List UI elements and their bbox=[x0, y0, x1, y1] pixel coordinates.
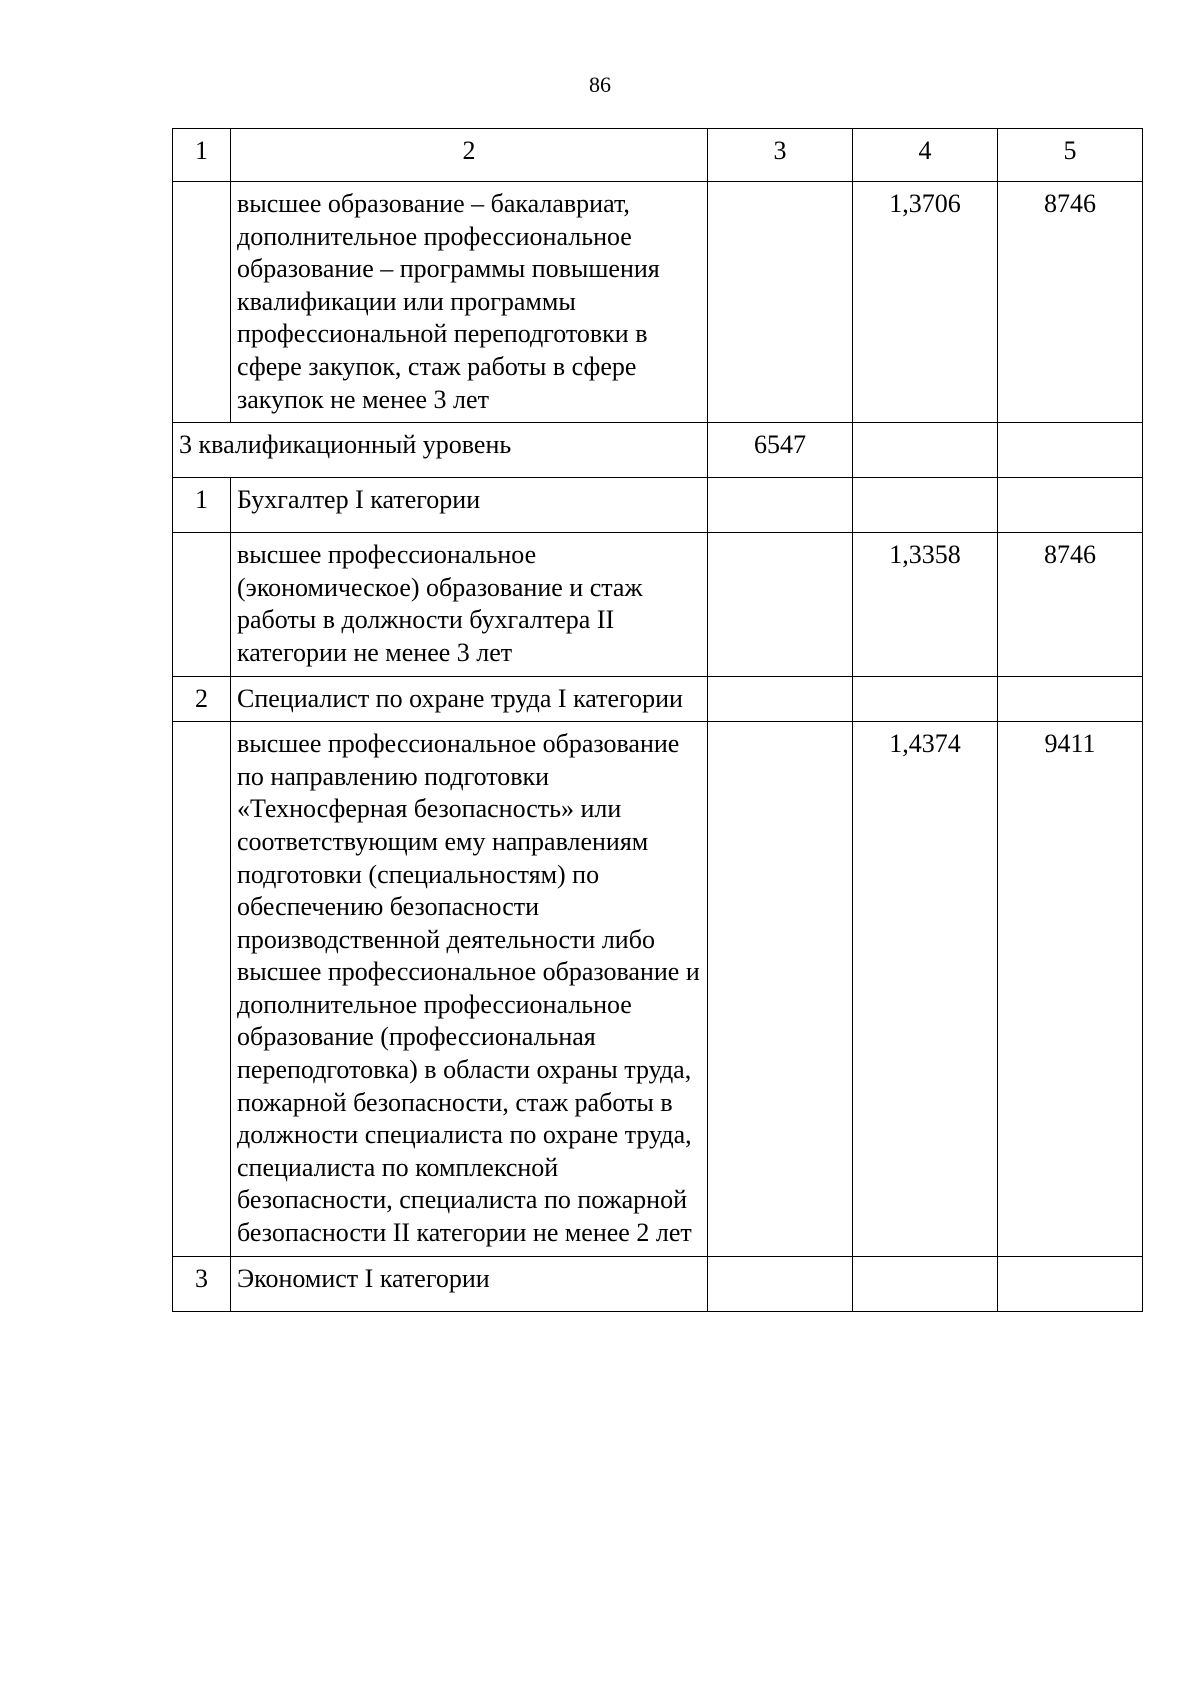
row-number: 2 bbox=[173, 676, 231, 722]
page-number: 86 bbox=[589, 72, 611, 97]
position-title: Специалист по охране труда I категории bbox=[231, 676, 708, 722]
salary-cell bbox=[998, 423, 1143, 478]
table-row bbox=[173, 722, 1143, 1257]
coefficient-cell bbox=[853, 423, 998, 478]
column-header-1: 1 bbox=[173, 129, 231, 182]
coefficient-cell bbox=[853, 676, 998, 722]
base-salary-cell: 6547 bbox=[708, 423, 853, 478]
qualification-table bbox=[172, 128, 1143, 1312]
salary-cell bbox=[998, 478, 1143, 533]
salary-cell bbox=[998, 676, 1143, 722]
base-salary-cell bbox=[708, 722, 853, 1257]
base-salary-cell bbox=[708, 478, 853, 533]
requirement-text: высшее образование – бакалавриат, дополнительное профессиональное образование – программы повышения квалификации или программы профессиональной переподготовки в сфере закупок, стаж работы в сфере закупок не менее 3 лет bbox=[231, 182, 708, 423]
row-number bbox=[173, 533, 231, 676]
coefficient-cell: 1,3358 bbox=[853, 533, 998, 676]
requirement-text: высшее профессиональное (экономическое) образование и стаж работы в должности бухгалтера II категории не менее 3 лет bbox=[231, 533, 708, 676]
base-salary-cell bbox=[708, 1256, 853, 1311]
column-header-2: 2 bbox=[231, 129, 708, 182]
column-header-5: 5 bbox=[998, 129, 1143, 182]
salary-cell: 9411 bbox=[998, 722, 1143, 1257]
row-number bbox=[173, 722, 231, 1257]
coefficient-cell: 1,4374 bbox=[853, 722, 998, 1257]
table-row bbox=[173, 182, 1143, 423]
table-row bbox=[173, 676, 1143, 722]
row-number: 3 bbox=[173, 1256, 231, 1311]
table-row bbox=[173, 533, 1143, 676]
requirement-text: высшее профессиональное образование по направлению подготовки «Техносферная безопасность» или соответствующим ему направлениям подготовки (специальностям) по обеспечению безопасности производственной деятельности либо высшее профессиональное образование и дополнительное профессиональное образование (профессиональная переподготовка) в области охраны труда, пожарной безопасности, стаж работы в должности специалиста по охране труда, специалиста по комплексной безопасности, специалиста по пожарной безопасности II категории не менее 2 лет bbox=[231, 722, 708, 1257]
column-header-3: 3 bbox=[708, 129, 853, 182]
base-salary-cell bbox=[708, 533, 853, 676]
table-header-row bbox=[173, 129, 1143, 182]
position-title: Бухгалтер I категории bbox=[231, 478, 708, 533]
coefficient-cell bbox=[853, 478, 998, 533]
column-header-4: 4 bbox=[853, 129, 998, 182]
row-number: 1 bbox=[173, 478, 231, 533]
coefficient-cell: 1,3706 bbox=[853, 182, 998, 423]
coefficient-cell bbox=[853, 1256, 998, 1311]
table-row bbox=[173, 478, 1143, 533]
position-title: Экономист I категории bbox=[231, 1256, 708, 1311]
qualification-level-row bbox=[173, 423, 1143, 478]
qualification-level-title: 3 квалификационный уровень bbox=[173, 423, 708, 478]
salary-cell: 8746 bbox=[998, 533, 1143, 676]
base-salary-cell bbox=[708, 676, 853, 722]
row-number bbox=[173, 182, 231, 423]
salary-cell: 8746 bbox=[998, 182, 1143, 423]
table-row bbox=[173, 1256, 1143, 1311]
base-salary-cell bbox=[708, 182, 853, 423]
salary-cell bbox=[998, 1256, 1143, 1311]
